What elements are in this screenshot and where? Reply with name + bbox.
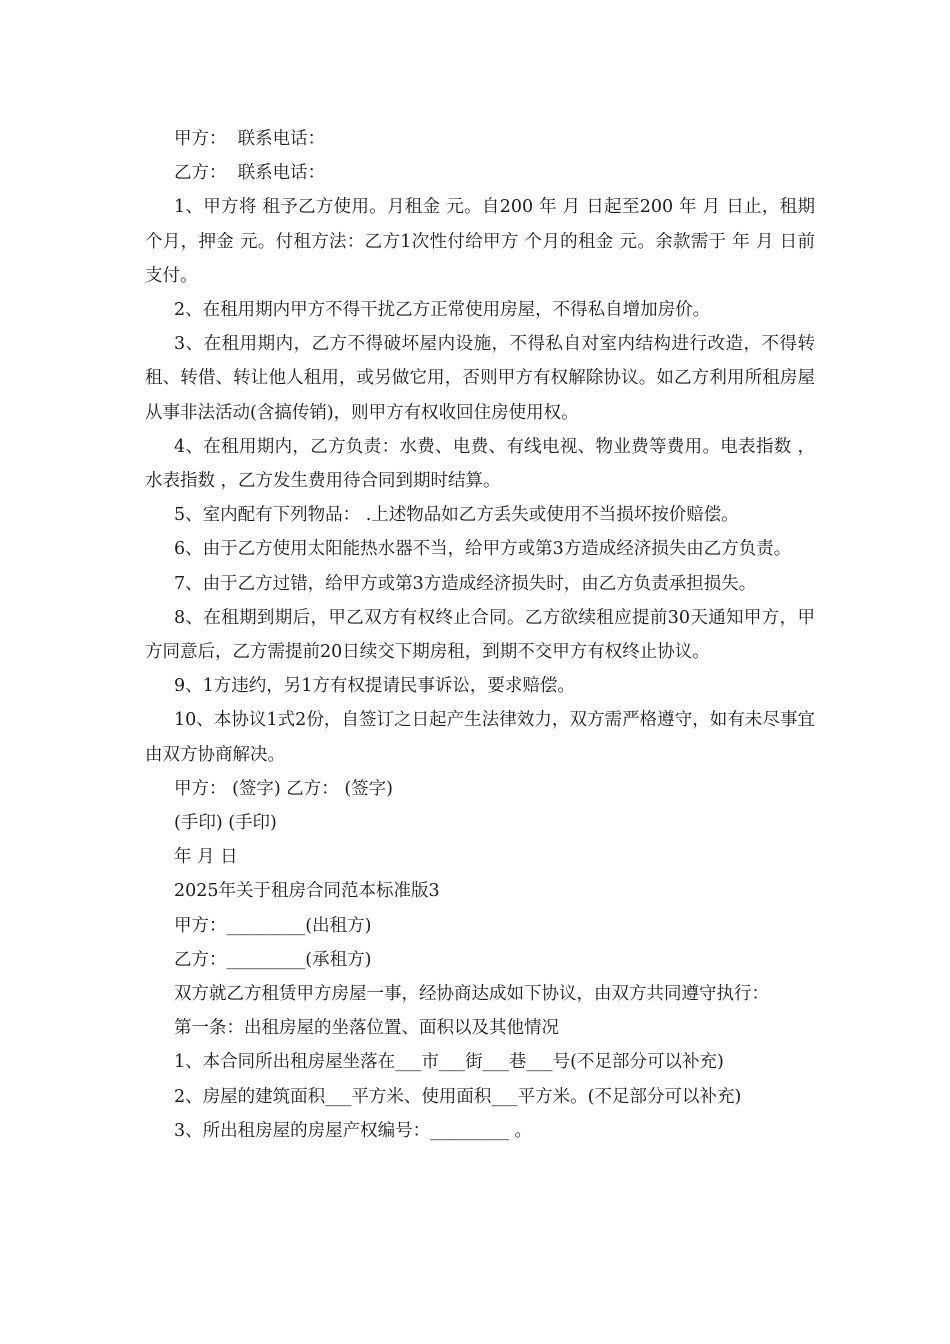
- clause-6-water-heater: 6、由于乙方使用太阳能热水器不当，给甲方或第3方造成经济损失由乙方负责。: [174, 539, 792, 560]
- agreement-intro: 双方就乙方租赁甲方房屋一事，经协商达成如下协议，由双方共同遵守执行：: [174, 984, 769, 1005]
- clause-9-breach: 9、1方违约，另1方有权提请民事诉讼，要求赔偿。: [174, 676, 575, 697]
- section-title: 2025年关于租房合同范本标准版3: [174, 881, 440, 902]
- clause-8-renewal: 8、在租期到期后，甲乙双方有权终止合同。乙方欲续租应提前30天通知甲方，甲方同意后，乙方需提前20日续交下期房租，到期不交甲方有权终止协议。: [145, 607, 815, 663]
- document-body: [145, 122, 821, 1148]
- clause-5-furnishings: 5、室内配有下列物品： .上述物品如乙方丢失或使用不当损坏按价赔偿。: [174, 505, 739, 526]
- clause-4-utility-fees: 4、在租用期内，乙方负责：水费、电费、有线电视、物业费等费用。电表指数 ，水表指数 ，乙方发生费用待合同到期时结算。: [145, 436, 815, 492]
- article-1-heading: 第一条：出租房屋的坐落位置、面积以及其他情况: [174, 1018, 559, 1039]
- signature-line: 甲方： (签字) 乙方： (签字): [174, 778, 393, 799]
- article-1-item-1-location: 1、本合同所出租房屋坐落在___市___街___巷___号(不足部分可以补充): [174, 1052, 724, 1073]
- clause-2-no-interference: 2、在租用期内甲方不得干扰乙方正常使用房屋，不得私自增加房价。: [174, 300, 711, 321]
- fingerprint-line: (手印) (手印): [174, 813, 277, 834]
- clause-7-liability: 7、由于乙方过错，给甲方或第3方造成经济损失时，由乙方负责承担损失。: [174, 573, 757, 594]
- clause-10-validity: 10、本协议1式2份，自签订之日起产生法律效力，双方需严格遵守，如有未尽事宜由双方协商解决。: [145, 710, 815, 765]
- article-1-item-3-title-number: 3、所出租房屋的房屋产权编号：_________ 。: [174, 1120, 532, 1141]
- clause-1-rent-terms: 1、甲方将 租予乙方使用。月租金 元。自200 年 月 日起至200 年 月 日止，租期 个月，押金 元。付租方法：乙方1次性付给甲方 个月的租金 元。余款需于 年 月 日前支付。: [145, 197, 821, 286]
- clause-3-facility-use: 3、在租用期内，乙方不得破坏屋内设施，不得私自对室内结构进行改造，不得转租、转借、转让他人租用，或另做它用，否则甲方有权解除协议。如乙方利用所租房屋从事非法活动(含搞传销)，则甲方有权收回住房使用权。: [145, 334, 815, 423]
- lessor-line: 甲方：_________(出租方): [174, 915, 372, 936]
- date-line: 年 月 日: [174, 847, 238, 868]
- article-1-item-2-area: 2、房屋的建筑面积___平方米、使用面积___平方米。(不足部分可以补充): [174, 1086, 742, 1107]
- party-a-contact-line: 甲方： 联系电话：: [174, 129, 326, 149]
- party-b-contact-line: 乙方： 联系电话：: [174, 163, 326, 184]
- lessee-line: 乙方：_________(承租方): [174, 949, 372, 970]
